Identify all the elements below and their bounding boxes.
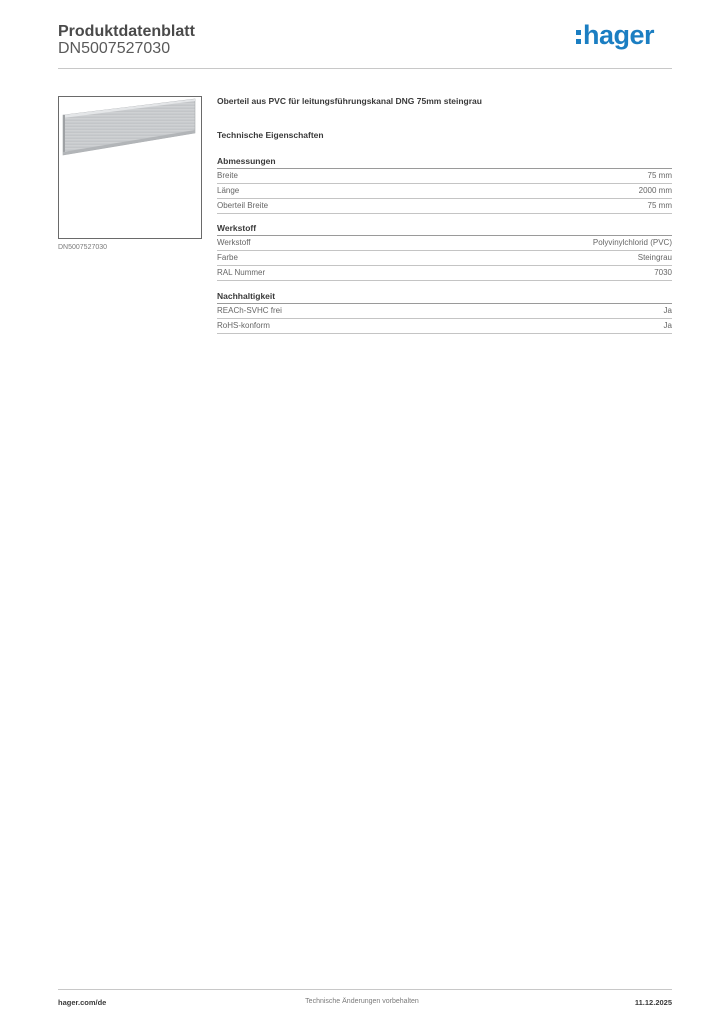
spec-group-title: Nachhaltigkeit [217, 291, 276, 301]
spec-row [217, 266, 672, 281]
header-divider [58, 68, 672, 69]
product-image [58, 96, 202, 239]
cable-duct-cover-illustration [59, 97, 201, 238]
spec-label: RoHS-konform [217, 321, 270, 330]
spec-group-title: Werkstoff [217, 223, 257, 233]
document-number: DN5007527030 [58, 40, 171, 57]
product-title: Oberteil aus PVC für leitungsführungskanal DNG 75mm steingrau [217, 96, 482, 106]
spec-label: RAL Nummer [217, 268, 266, 277]
spec-value: Polyvinylchlorid (PVC) [592, 238, 672, 247]
footer-note: Technische Änderungen vorbehalten [305, 998, 419, 1005]
spec-label: Breite [217, 171, 238, 180]
spec-value: 7030 [654, 268, 672, 277]
page-header [58, 20, 672, 70]
spec-row [217, 169, 672, 184]
spec-group-title: Abmessungen [217, 156, 276, 166]
logo-dots-icon [576, 30, 581, 44]
spec-group-werkstoff [217, 222, 672, 281]
footer-website-link[interactable]: hager.com/de [58, 998, 107, 1007]
spec-label: Farbe [217, 253, 238, 262]
spec-value: Ja [663, 306, 672, 315]
logo-text: hager [582, 19, 654, 50]
spec-value: 75 mm [647, 201, 672, 210]
spec-row [217, 304, 672, 319]
footer-date: 11.12.2025 [634, 998, 672, 1007]
spec-row [217, 319, 672, 334]
spec-label: Oberteil Breite [217, 201, 269, 210]
spec-group-nachhaltigkeit [217, 290, 672, 334]
hager-logo [576, 20, 654, 50]
spec-group-abmessungen [217, 155, 672, 214]
spec-row [217, 184, 672, 199]
technical-properties-heading: Technische Eigenschaften [217, 130, 324, 140]
document-title: Produktdatenblatt [58, 23, 195, 40]
spec-row [217, 199, 672, 214]
spec-row [217, 251, 672, 266]
spec-label: Werkstoff [217, 238, 251, 247]
spec-value: Steingrau [637, 253, 672, 262]
image-caption: DN5007527030 [58, 244, 108, 251]
spec-value: 75 mm [647, 171, 672, 180]
spec-value: Ja [663, 321, 672, 330]
footer-divider [58, 989, 672, 990]
spec-label: REACh-SVHC frei [217, 306, 282, 315]
spec-value: 2000 mm [638, 186, 672, 195]
spec-row [217, 236, 672, 251]
spec-label: Länge [217, 186, 240, 195]
